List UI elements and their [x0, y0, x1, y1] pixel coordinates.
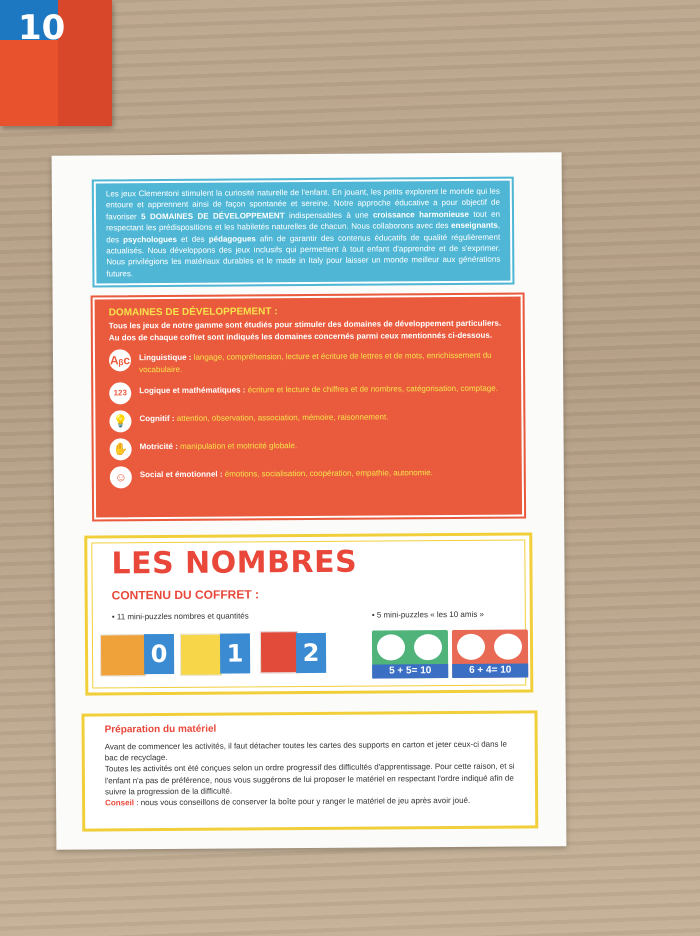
instruction-sheet	[52, 152, 567, 850]
sum-tile	[452, 629, 528, 678]
sum-caption: 5 + 5= 10	[372, 664, 448, 679]
domain-value: attention, observation, association, mémoire, raisonnement.	[176, 412, 389, 423]
preparation-panel	[81, 710, 538, 831]
intro-text-1: Les jeux Clementoni stimulent la curiosité naturelle de l'enfant. En jouant, les petits explorent le monde qui les entoure et apprennent ainsi de façon spontanée et sereine. Notre approche éducative a pour objectif de favoriser	[105, 186, 500, 222]
contents-label: CONTENU DU COFFRET :	[111, 587, 260, 603]
domain-value: émotions, socialisation, coopération, empathie, autonomie.	[224, 468, 433, 479]
domain-linguistique	[109, 347, 507, 377]
domain-value: écriture et lecture de chiffres et de nombres, catégorisation, comptage.	[247, 383, 498, 395]
domain-value: manipulation et motricité globale.	[180, 441, 298, 451]
intro-bold-psychologues: psychologues	[123, 234, 177, 244]
intro-text-4: , des	[106, 220, 501, 245]
number-dice-icon: 123	[109, 382, 131, 404]
lightbulb-icon: 💡	[109, 410, 131, 432]
domain-text	[139, 408, 388, 425]
domain-text	[140, 464, 433, 481]
domain-motricite	[110, 436, 508, 461]
conseil-text: : nous vous conseillons de conserver la boîte pour y ranger le matériel de jeu après avoir joué.	[133, 795, 471, 808]
domain-text	[139, 380, 498, 398]
preparation-para1: Avant de commencer les activités, il faut détacher toutes les cartes des supports en carton et jeter ceux-ci dans le bac de recyclage.	[104, 739, 508, 763]
domain-label: Cognitif :	[139, 413, 175, 424]
sum-caption: 6 + 4= 10	[452, 663, 528, 678]
domain-value: langage, compréhension, lecture et écriture de lettres et de mots, enrichissement du vocabulaire.	[139, 350, 492, 375]
domain-label: Linguistique :	[138, 352, 192, 363]
box-number: 10	[18, 8, 66, 48]
preparation-para2: Toutes les activités ont été conçues selon un ordre progressif des difficultés d'apprentissage. Pour cette raison, et si l'enfant n'a pas de préférence, nous vous suggérons de lui proposer le matériel en respectant l'ordre indiqué afin de suivre la progression de la difficulté.	[104, 761, 515, 797]
domain-text	[139, 347, 507, 377]
flower-illustration	[457, 634, 485, 660]
box-inner-flap	[58, 0, 112, 126]
hand-icon: ✋	[110, 438, 132, 460]
flower-illustration	[494, 634, 522, 660]
intro-text-3: tout en respectant les prédispositions et les habiletés naturelles de chacun. Nous collaborons avec des	[106, 209, 501, 233]
intro-bold-domains: 5 DOMAINES DE DÉVELOPPEMENT	[141, 210, 285, 221]
domain-text	[140, 437, 298, 453]
intro-panel	[94, 179, 513, 286]
number-tile: 0	[144, 634, 174, 674]
sum-tile	[372, 630, 448, 679]
flower-illustration	[377, 634, 405, 660]
conseil-label: Conseil	[105, 798, 135, 808]
bullet-number-puzzles: • 11 mini-puzzles nombres et quantités	[111, 611, 249, 622]
domains-intro: Tous les jeux de notre gamme sont étudiés pour stimuler des domaines de développement particuliers. Au dos de chaque coffret sont indiqués les domaines concernés parmi ceux mentionnés ci-dessous.	[108, 318, 502, 342]
puzzle-piece-giraffe	[180, 634, 222, 676]
intro-text-2: indispensables à une	[284, 210, 373, 220]
flower-illustration	[414, 634, 442, 660]
preparation-title: Préparation du matériel	[104, 723, 217, 736]
number-tile: 1	[220, 633, 250, 673]
bullet-ten-friends-puzzles: • 5 mini-puzzles « les 10 amis »	[371, 609, 485, 620]
product-title: LES NOMBRES	[111, 544, 358, 582]
intro-text-5: et des	[176, 234, 209, 244]
puzzle-piece-birds	[260, 631, 298, 673]
domain-label: Motricité :	[139, 441, 178, 452]
intro-bold-enseignants: enseignants	[451, 220, 498, 231]
intro-bold-pedagogues: pédagogues	[208, 233, 256, 244]
puzzle-piece-spiral	[100, 634, 146, 676]
smiley-face-icon: ☺	[110, 466, 132, 488]
domain-label: Logique et mathématiques :	[139, 385, 246, 396]
preparation-conseil	[105, 795, 515, 809]
domain-logique	[109, 380, 507, 405]
abc-blocks-icon: Aᵦc	[109, 349, 131, 371]
domain-cognitif	[109, 408, 507, 433]
intro-text-6: afin de garantir des contenus éducatifs de qualité régulièrement actualisés. Nous développons des jeux inclusifs qui permettent à tout enfant d'apprendre et de s'exprimer. Nous privilégions les matériaux durables et le made in Italy pour laisser un monde meilleur aux générations futures.	[106, 232, 501, 279]
domains-title: DOMAINES DE DÉVELOPPEMENT :	[108, 306, 278, 319]
number-tile: 2	[296, 633, 326, 673]
domains-panel	[93, 295, 525, 520]
game-box-corner	[0, 0, 112, 126]
domain-label: Social et émotionnel :	[139, 469, 223, 480]
domain-social	[110, 464, 508, 489]
intro-bold-croissance: croissance harmonieuse	[372, 209, 469, 220]
product-panel	[84, 532, 533, 695]
